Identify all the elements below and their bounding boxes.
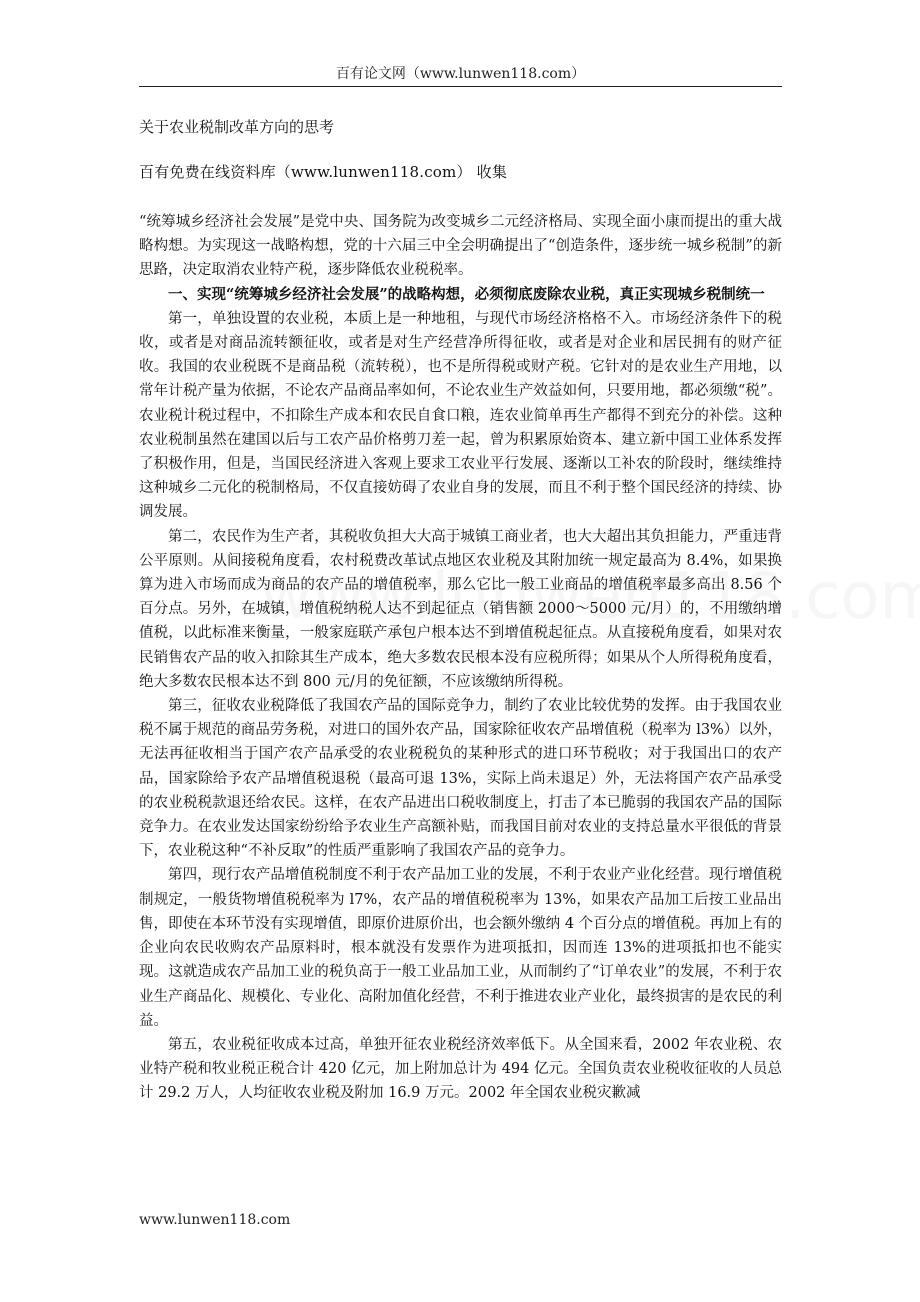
paragraph-fifth: 第五，农业税征收成本过高，单独开征农业税经济效率低下。从全国来看，2002 年农业税、农业特产税和牧业税正税合计 420 亿元，加上附加总计为 494 亿元。全国负责农业税收征收的人员总计 29.2 万人，人均征收农业税及附加 16.9 万元。2002 年全国农业税灾歉减	[139, 1036, 782, 1102]
document-title: 关于农业税制改革方向的思考	[139, 118, 335, 136]
page-header: 百有论文网（www.lunwen118.com）	[335, 66, 586, 82]
header-divider	[139, 86, 782, 87]
paragraph-fourth: 第四，现行农产品增值税制度不利于农产品加工业的发展，不利于农业产业化经营。现行增值税制规定，一般货物增值税税率为 l7%，农产品的增值税税率为 13%，如果农产品加工后按工业品出售，即使在本环节没有实现增值，即原价进原价出，也会额外缴纳 4 个百分点的增值税。再加上有的企业向农民收购农产品原料时，根本就没有发票作为进项抵扣，因而连 13%的进项抵扣也不能实现。这就造成农产品加工业的税负高于一般工业品加工业，从而制约了“订单农业”的发展，不利于农业生产商品化、规模化、专业化、高附加值化经营，不利于推进农业产业化，最终损害的是农民的利益。	[139, 867, 782, 1029]
source-line: 百有免费在线资料库（www.lunwen118.com） 收集	[139, 163, 508, 181]
section-heading: 一、实现“统筹城乡经济社会发展”的战略构想，必须彻底废除农业税，真正实现城乡税制统一	[168, 285, 765, 303]
paragraph-first: 第一，单独设置的农业税，本质上是一种地租，与现代市场经济格格不入。市场经济条件下的税收，或者是对商品流转额征收，或者是对生产经营净所得征收，或者是对企业和居民拥有的财产征收。我国的农业税既不是商品税（流转税），也不是所得税或财产税。它针对的是农业生产用地，以常年计税产量为依据，不论农产品商品率如何，不论农业生产效益如何，只要用地，都必须缴“税”。农业税计税过程中，不扣除生产成本和农民自食口粮，连农业简单再生产都得不到充分的补偿。这种农业税制虽然在建国以后与工农产品价格剪刀差一起，曾为积累原始资本、建立新中国工业体系发挥了积极作用，但是，当国民经济进入客观上要求工农业平行发展、逐渐以工补农的阶段时，继续维持这种城乡二元化的税制格局，不仅直接妨碍了农业自身的发展，而且不利于整个国民经济的持续、协调发展。	[139, 310, 782, 521]
page-footer: www.lunwen118.com	[139, 1212, 291, 1228]
paragraph-second: 第二，农民作为生产者，其税收负担大大高于城镇工商业者，也大大超出其负担能力，严重违背公平原则。从间接税角度看，农村税费改革试点地区农业税及其附加统一规定最高为 8.4%，如果换算为进入市场而成为商品的农产品的增值税率，那么它比一般工业商品的增值税率最多高出 8.56 个百分点。另外，在城镇，增值税纳税人达不到起征点（销售额 2000～5000 元/月）的，不用缴纳增值税，以此标准来衡量，一般家庭联产承包户根本达不到增值税起征点。从直接税角度看，如果对农民销售农产品的收入扣除其生产成本，绝大多数农民根本没有应税所得；如果从个人所得税角度看，绝大多数农民根本达不到 800 元/月的免征额，不应该缴纳所得税。	[139, 528, 782, 690]
paragraph-third: 第三，征收农业税降低了我国农产品的国际竞争力，制约了农业比较优势的发挥。由于我国农业税不属于规范的商品劳务税，对进口的国外农产品，国家除征收农产品增值税（税率为 l3%）以外，无法再征收相当于国产农产品承受的农业税税负的某种形式的进口环节税收；对于我国出口的农产品，国家除给予农产品增值税退税（最高可退 13%，实际上尚未退足）外，无法将国产农产品承受的农业税税款退还给农民。这样，在农产品进出口税收制度上，打击了本已脆弱的我国农产品的国际竞争力。在农业发达国家纷纷给予农业生产高额补贴，而我国目前对农业的支持总量水平很低的背景下，农业税这种“不补反取”的性质严重影响了我国农产品的竞争力。	[139, 698, 782, 860]
intro-paragraph: “统筹城乡经济社会发展”是党中央、国务院为改变城乡二元经济格局、实现全面小康而提出的重大战略构想。为实现这一战略构想，党的十六届三中全会明确提出了“创造条件，逐步统一城乡税制”的新思路，决定取消农业特产税，逐步降低农业税税率。	[139, 214, 782, 279]
article-body	[139, 210, 782, 1106]
